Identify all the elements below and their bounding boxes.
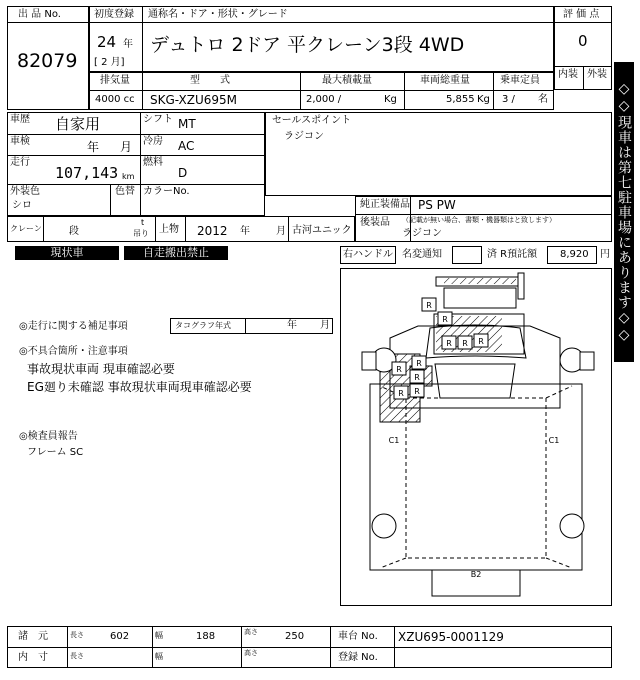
repair-mark: R bbox=[398, 389, 404, 398]
dent-mark-rear: B2 bbox=[470, 570, 482, 579]
ac: AC bbox=[178, 139, 195, 153]
dimensions-label: 諸 元 bbox=[18, 631, 48, 642]
repair-mark: R bbox=[462, 339, 468, 348]
exterior-score-label: 外装 bbox=[587, 69, 607, 80]
displacement-label: 排気量 bbox=[100, 75, 130, 86]
name-change-box bbox=[452, 246, 482, 264]
genuine-equipment: PS PW bbox=[418, 198, 456, 212]
height: 250 bbox=[285, 631, 305, 642]
upper-month-unit: 月 bbox=[276, 226, 286, 237]
car-title: デュトロ 2ドア 平クレーン3段 4WD bbox=[150, 34, 465, 56]
interior-dimensions-label: 内 寸 bbox=[18, 652, 48, 663]
repair-mark: R bbox=[414, 373, 420, 382]
score: 0 bbox=[578, 32, 588, 50]
aftermarket-note: （記載が無い場合、書類・機器類はと致します） bbox=[402, 216, 556, 224]
max-load: 2,000 / bbox=[306, 94, 342, 105]
capacity-unit: 名 bbox=[538, 94, 548, 105]
inspection-label: 車検 bbox=[10, 136, 30, 147]
parking-location-banner: ◇◇現車は第七駐車場にあります◇◇ bbox=[614, 62, 634, 362]
vehicle-damage-diagram bbox=[340, 268, 612, 606]
tachograph-label: タコグラフ年式 bbox=[175, 321, 231, 330]
current-vehicle-tag: 現状車 bbox=[15, 246, 119, 260]
scratch-mark-left: C1 bbox=[388, 436, 400, 445]
shift: MT bbox=[178, 117, 196, 131]
length: 602 bbox=[110, 631, 130, 642]
crane-ton: t bbox=[141, 218, 145, 227]
mileage-label: 走行 bbox=[10, 157, 30, 168]
upper-year-unit: 年 bbox=[240, 226, 250, 237]
recycle-label: 済 R預託額 bbox=[487, 249, 538, 260]
chassis-number: XZU695-0001129 bbox=[398, 630, 504, 644]
inner-width-label: 幅 bbox=[155, 652, 163, 661]
history-label: 車歴 bbox=[10, 114, 30, 125]
aftermarket-label: 後装品 bbox=[360, 217, 390, 228]
gross-weight-label: 車両総重量 bbox=[420, 75, 470, 86]
genuine-equipment-label: 純正装備品 bbox=[360, 199, 410, 210]
repair-mark: R bbox=[442, 315, 448, 324]
lot-number-label: 出 品 No. bbox=[18, 9, 61, 20]
shift-label: シフト bbox=[143, 114, 173, 125]
capacity-label: 乗車定員 bbox=[500, 75, 540, 86]
max-load-unit: Kg bbox=[384, 94, 397, 105]
width: 188 bbox=[196, 631, 216, 642]
first-registration-label: 初度登録 bbox=[94, 9, 134, 20]
crane-steps: 段 bbox=[69, 226, 79, 237]
displacement: 4000 cc bbox=[95, 94, 135, 105]
aftermarket: ラジコン bbox=[402, 228, 442, 239]
width-label: 幅 bbox=[155, 631, 163, 640]
height-label: 高さ bbox=[244, 628, 258, 636]
model-label: 型 式 bbox=[190, 75, 230, 86]
defect-line-2: EG廻り未確認 事故現状車両現車確認必要 bbox=[27, 380, 252, 394]
score-label: 評 価 点 bbox=[563, 9, 600, 20]
upper-maker: 古河ユニック bbox=[292, 225, 352, 236]
self-drive-prohibited-tag: 自走搬出禁止 bbox=[124, 246, 228, 260]
scratch-mark-right: C1 bbox=[548, 436, 560, 445]
max-load-label: 最大積載量 bbox=[322, 75, 372, 86]
exterior-color: シロ bbox=[12, 200, 32, 211]
defect-line-1: 事故現状車両 現車確認必要 bbox=[27, 362, 175, 376]
interior-score-label: 内装 bbox=[558, 69, 578, 80]
right-handle: 右ハンドル bbox=[343, 249, 393, 260]
color-number-label: カラーNo. bbox=[143, 186, 190, 197]
crane-label: クレーン bbox=[10, 224, 42, 233]
ac-label: 冷房 bbox=[143, 136, 163, 147]
lot-number: 82079 bbox=[17, 50, 78, 72]
sales-point: ラジコン bbox=[284, 131, 324, 142]
year-unit: 年 bbox=[123, 39, 133, 50]
upper-label: 上物 bbox=[159, 224, 179, 235]
repair-mark: R bbox=[426, 301, 432, 310]
chassis-label: 車台 No. bbox=[338, 631, 378, 642]
capacity: 3 / bbox=[502, 94, 515, 105]
repair-mark: R bbox=[396, 365, 402, 374]
mileage: 107,143 bbox=[55, 164, 119, 182]
driving-notes-label: ◎走行に関する補足事項 bbox=[19, 321, 128, 332]
inner-height-label: 高さ bbox=[244, 649, 258, 657]
recycle-amount: 8,920 bbox=[560, 249, 589, 260]
repair-mark: R bbox=[416, 359, 422, 368]
length-label: 長さ bbox=[70, 631, 84, 639]
first-registration-month: [ 2 月] bbox=[94, 57, 125, 68]
crane-hang: 吊り bbox=[133, 229, 149, 238]
tachograph-month-unit: 月 bbox=[320, 320, 330, 331]
inspection-month-unit: 月 bbox=[120, 140, 133, 154]
details-left-box bbox=[7, 112, 265, 216]
fuel: D bbox=[178, 166, 188, 180]
name-change-label: 名変通知 bbox=[402, 249, 442, 260]
inspector-report-label: ◎検査員報告 bbox=[19, 431, 78, 442]
inspection-year-unit: 年 bbox=[87, 140, 100, 154]
inner-length-label: 長さ bbox=[70, 652, 84, 660]
history: 自家用 bbox=[55, 115, 101, 133]
defects-label: ◎不具合箇所・注意事項 bbox=[19, 346, 128, 357]
sales-point-label: セールスポイント bbox=[272, 115, 352, 126]
gross-weight-unit: Kg bbox=[477, 94, 490, 105]
title-label: 通称名・ドア・形状・グレード bbox=[148, 9, 288, 20]
fuel-label: 燃料 bbox=[143, 157, 163, 168]
recycle-unit: 円 bbox=[600, 249, 610, 260]
repair-mark: R bbox=[478, 337, 484, 346]
exterior-color-label: 外装色 bbox=[10, 186, 40, 197]
tachograph-year-unit: 年 bbox=[287, 320, 297, 331]
repair-mark: R bbox=[446, 339, 452, 348]
upper-year: 2012 bbox=[197, 224, 228, 238]
mileage-unit: km bbox=[122, 172, 135, 181]
first-registration-year: 24 bbox=[97, 33, 117, 51]
registration-label: 登録 No. bbox=[338, 652, 378, 663]
inspector-note: フレーム SC bbox=[27, 447, 84, 458]
gross-weight: 5,855 bbox=[446, 94, 475, 105]
model: SKG-XZU695M bbox=[150, 93, 237, 107]
repair-mark: R bbox=[414, 387, 420, 396]
color-change-label: 色替 bbox=[115, 186, 135, 197]
